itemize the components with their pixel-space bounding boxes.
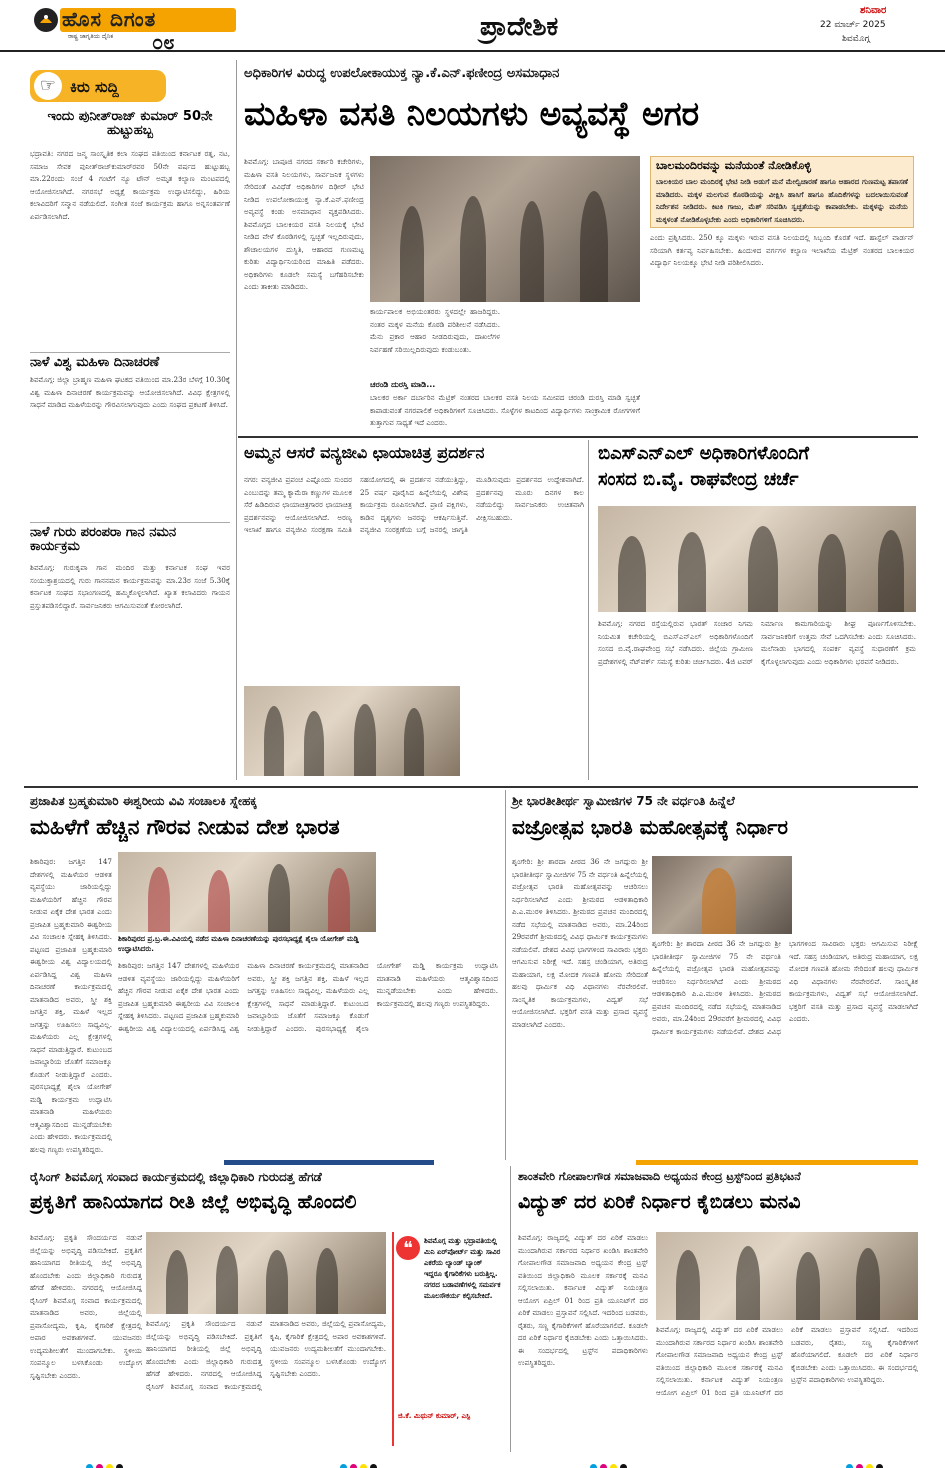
page-number: ೦೮ — [152, 30, 175, 54]
col-divider — [588, 440, 589, 780]
bsnl-headline-1: ಬಿಎಸ್‌ಎನ್‌ಎಲ್ ಅಧಿಕಾರಿಗಳೊಂದಿಗೆ — [598, 443, 809, 464]
bharathi-photo — [652, 856, 792, 934]
box-body-2: ಎಂದು ಪ್ರಶ್ನಿಸಿದರು. 250 ಕ್ಕೂ ಮಕ್ಕಳು ಇರುವ ವಸತಿ ನಿಲಯದಲ್ಲಿ ಸಿಬ್ಬಂದಿ ಕೊರತೆ ಇದೆ. ಹಾಸ್ಟೆಲ್ ವಾರ್ಡನ್ ಸರಿಯಾಗಿ ಕರ್ತವ್ಯ ನಿರ್ವಹಿಸಬೇಕು. ಹಿಂದುಳಿದ ವರ್ಗಗಳ ಕಲ್ಯಾಣ ಇಲಾಖೆಯ ಮೆಟ್ರಿಕ್ ನಂತರದ ಬಾಲಕಿಯರ ವಿದ್ಯಾರ್ಥಿ ನಿಲಯಕ್ಕೂ ಭೇಟಿ ನೀಡಿ ಪರಿಶೀಲಿಸಿದರು. — [650, 233, 914, 267]
sidebar-headline-1: ಇಂದು ಪುನೀತ್‌ರಾಜ್ ಕುಮಾರ್ 50ನೇ ಹುಟ್ಟುಹಬ್ಬ — [47, 109, 213, 139]
raising-body-cont: ಶಿವಮೊಗ್ಗ: ಪ್ರಕೃತಿ ಸೌಂದರ್ಯದ ನಡುವೆ ಜಿಲ್ಲೆಯನ್ನು ಅಭಿವೃದ್ಧಿ ಪಡಿಸಬೇಕಿದೆ. ಪ್ರಕೃತಿಗೆ ಹಾನಿಯಾಗದ ರೀತಿಯಲ್ಲಿ ಜಿಲ್ಲೆ ಅಭಿವೃದ್ಧಿ ಹೊಂದಬೇಕು ಎಂದು ಜಿಲ್ಲಾಧಿಕಾರಿ ಗುರುದತ್ತ ಹೆಗಡೆ ಹೇಳಿದರು. ನಗರದಲ್ಲಿ ಆಯೋಜಿಸಿದ್ದ ರೈಸಿಂಗ್ ಶಿವಮೊಗ್ಗ ಸಂವಾದ ಕಾರ್ಯಕ್ರಮದಲ್ಲಿ ಮಾತನಾಡಿದ ಅವರು, ಜಿಲ್ಲೆಯಲ್ಲಿ ಪ್ರವಾಸೋದ್ಯಮ, ಕೃಷಿ, ಕೈಗಾರಿಕೆ ಕ್ಷೇತ್ರದಲ್ಲಿ ಅಪಾರ ಅವಕಾಶಗಳಿವೆ. ಯುವಜನರು ಉದ್ಯಮಶೀಲತೆಗೆ ಮುಂದಾಗಬೇಕು. ಸ್ಥಳೀಯ ಸಂಪನ್ಮೂಲ ಬಳಸಿಕೊಂಡು ಉದ್ಯೋಗ ಸೃಷ್ಟಿಸಬೇಕು ಎಂದರು. — [146, 1319, 386, 1391]
sidebar-rule-1 — [30, 352, 230, 353]
bk-headline: ಮಹಿಳೆಗೆ ಹೆಚ್ಚಿನ ಗೌರವ ನೀಡುವ ದೇಶ ಭಾರತ — [30, 815, 340, 839]
sidebar-divider — [236, 60, 237, 780]
wildlife-headline: ಅಮ್ಮನ ಆಸರೆ ವನ್ಯಜೀವಿ ಛಾಯಾಚಿತ್ರ ಪ್ರದರ್ಶನ — [244, 443, 485, 462]
registration-marks-2 — [340, 1456, 380, 1468]
raising-kicker: ರೈಸಿಂಗ್ ಶಿವಮೊಗ್ಗ ಸಂವಾದ ಕಾರ್ಯಕ್ರಮದಲ್ಲಿ ಜಿಲ್ಲಾಧಿಕಾರಿ ಗುರುದತ್ತ ಹೆಗಡೆ — [30, 1170, 322, 1184]
col-divider-2 — [505, 790, 506, 1160]
raising-headline: ಪ್ರಕೃತಿಗೆ ಹಾನಿಯಾಗದ ರೀತಿ ಜಿಲ್ಲೆ ಅಭಿವೃದ್ಧಿ ಹೊಂದಲಿ — [30, 1191, 357, 1213]
sidebar-rule-2 — [30, 522, 230, 523]
bharathi-body: ಶೃಂಗೇರಿ: ಶ್ರೀ ಶಾರದಾ ಪೀಠದ 36 ನೇ ಜಗದ್ಗುರು ಶ್ರೀ ಭಾರತೀತೀರ್ಥ ಸ್ವಾಮೀಜಿಗಳ 75 ನೇ ವರ್ಧಂತಿ ಹಿನ್ನೆಲೆಯಲ್ಲಿ ವಜ್ರೋತ್ಸವ ಭಾರತಿ ಮಹೋತ್ಸವವನ್ನು ಆಚರಿಸಲು ನಿರ್ಧರಿಸಲಾಗಿದೆ ಎಂದು ಶ್ರೀಮಠದ ಆಡಳಿತಾಧಿಕಾರಿ ಪಿ.ಎ.ಮುರಳಿ ತಿಳಿಸಿದರು. ಶ್ರೀಮಠದ ಪ್ರವಚನ ಮಂದಿರದಲ್ಲಿ ನಡೆದ ಸಭೆಯಲ್ಲಿ ಮಾತನಾಡಿದ ಅವರು, ಮಾ.24ರಿಂದ 29ರವರೆಗೆ ಶ್ರೀಮಠದಲ್ಲಿ ವಿವಿಧ ಧಾರ್ಮಿಕ ಕಾರ್ಯಕ್ರಮಗಳು ನಡೆಯಲಿವೆ. ದೇಶದ ವಿವಿಧ ಭಾಗಗಳಿಂದ ಸಾವಿರಾರು ಭಕ್ತರು ಆಗಮಿಸುವ ನಿರೀಕ್ಷೆ ಇದೆ. ಸಹಸ್ರ ಚಂಡಿಯಾಗ, ಅತಿರುದ್ರ ಮಹಾಯಾಗ, ಲಕ್ಷ ಮೋದಕ ಗಣಪತಿ ಹೋಮ ಸೇರಿದಂತೆ ಹಲವು ಧಾರ್ಮಿಕ ವಿಧಿ ವಿಧಾನಗಳು ನೆರವೇರಲಿವೆ. ಸಾಂಸ್ಕೃತಿಕ ಕಾರ್ಯಕ್ರಮಗಳು, ವಿದ್ವತ್ ಸಭೆ ಆಯೋಜಿಸಲಾಗಿದೆ. ಭಕ್ತರಿಗೆ ವಸತಿ ಮತ್ತು ಪ್ರಸಾದ ವ್ಯವಸ್ಥೆ ಮಾಡಲಾಗಿದೆ ಎಂದರು. — [512, 857, 648, 1029]
registration-marks-3 — [590, 1456, 630, 1468]
lead-photo — [370, 156, 640, 302]
sidebar-headline-2: ನಾಳೆ ವಿಶ್ವ ಮಹಿಳಾ ದಿನಾಚರಣೆ — [30, 355, 160, 370]
bk-body: ಶಿಕಾರಿಪುರ: ಜಗತ್ತಿನ 147 ದೇಶಗಳಲ್ಲಿ ಮಹಿಳೆಯರ ಆಡಳಿತ ವ್ಯವಸ್ಥೆಯು ಜಾರಿಯಲ್ಲಿದ್ದು ಮಹಿಳೆಯರಿಗೆ ಹೆಚ್ಚಿನ ಗೌರವ ನೀಡುವ ಏಕೈಕ ದೇಶ ಭಾರತ ಎಂದು ಪ್ರಜಾಪಿತ ಬ್ರಹ್ಮಕುಮಾರಿ ಈಶ್ವರೀಯ ವಿವಿ ಸಂಚಾಲಕಿ ಸ್ನೇಹಕ್ಕ ತಿಳಿಸಿದರು. ಪಟ್ಟಣದ ಪ್ರಜಾಪಿತ ಬ್ರಹ್ಮಕುಮಾರಿ ಈಶ್ವರೀಯ ವಿಶ್ವ ವಿದ್ಯಾಲಯದಲ್ಲಿ ಏರ್ಪಡಿಸಿದ್ದ ವಿಶ್ವ ಮಹಿಳಾ ದಿನಾಚರಣೆ ಕಾರ್ಯಕ್ರಮದಲ್ಲಿ ಮಾತನಾಡಿದ ಅವರು, ಸ್ತ್ರೀ ಶಕ್ತಿ ಜಗತ್ತಿನ ಶಕ್ತಿ, ಮಹಿಳೆ ಇಲ್ಲದ ಜಗತ್ತನ್ನು ಊಹಿಸಲು ಸಾಧ್ಯವಿಲ್ಲ. ಮಹಿಳೆಯರು ಎಲ್ಲ ಕ್ಷೇತ್ರಗಳಲ್ಲಿ ಸಾಧನೆ ಮಾಡುತ್ತಿದ್ದಾರೆ. ಕುಟುಂಬದ ಜವಾಬ್ದಾರಿಯ ಜೊತೆಗೆ ಸಮಾಜಕ್ಕೂ ಕೊಡುಗೆ ನೀಡುತ್ತಿದ್ದಾರೆ ಎಂದರು. ಪುರಸಭಾಧ್ಯಕ್ಷೆ ಶೈಲಾ ಯೋಗೇಶ್ ಮಡ್ಡಿ ಕಾರ್ಯಕ್ರಮ ಉದ್ಘಾಟಿಸಿ ಮಾತನಾಡಿ ಮಹಿಳೆಯರು ಆತ್ಮವಿಶ್ವಾಸದಿಂದ ಮುನ್ನಡೆಯಬೇಕು ಎಂದು ಹೇಳಿದರು. ಕಾರ್ಯಕ್ರಮದಲ್ಲಿ ಹಲವು ಗಣ್ಯರು ಉಪಸ್ಥಿತರಿದ್ದರು. — [30, 857, 112, 1154]
bk-caption: ಶಿಕಾರಿಪುರದ ಪ್ರ.ಬ್ರ.ಈ.ವಿವಿಯಲ್ಲಿ ನಡೆದ ಮಹಿಳಾ ದಿನಾಚರಣೆಯನ್ನು ಪುರಸಭಾಧ್ಯಕ್ಷೆ ಶೈಲಾ ಯೋಗೇಶ್ ಮಡ್ಡಿ ಉದ್ಘಾಟಿಸಿದರು. — [118, 935, 359, 953]
raising-photo — [146, 1232, 386, 1314]
section-color-rule — [224, 1160, 434, 1165]
wildlife-body: ನಗರ: ವನ್ಯಜೀವಿ ಪ್ರಪಂಚ ಎಷ್ಟೊಂದು ಸುಂದರ ಎಂಬುದನ್ನು ತಮ್ಮ ಕ್ಯಾಮೆರಾ ಕಣ್ಣುಗಳ ಮೂಲಕ ಸೆರೆ ಹಿಡಿದಿರುವ ಛಾಯಾಚಿತ್ರಗಾರರ ಛಾಯಾಚಿತ್ರ ಪ್ರದರ್ಶನವನ್ನು ಆಯೋಜಿಸಲಾಗಿದೆ. ಅರಣ್ಯ ಇಲಾಖೆ ಹಾಗೂ ವನ್ಯಜೀವಿ ಸಂರಕ್ಷಣಾ ಸಮಿತಿ ಸಹಯೋಗದಲ್ಲಿ ಈ ಪ್ರದರ್ಶನ ನಡೆಯುತ್ತಿದ್ದು, 25 ವರ್ಷ ಪೂರೈಸಿದ ಹಿನ್ನೆಲೆಯಲ್ಲಿ ವಿಶೇಷ ಕಾರ್ಯಕ್ರಮ ರೂಪಿಸಲಾಗಿದೆ. ಪ್ರಾಣಿ ಪಕ್ಷಿಗಳು, ಕಾಡಿನ ದೃಶ್ಯಗಳು ಜನರನ್ನು ಆಕರ್ಷಿಸುತ್ತಿವೆ. ವನ್ಯಜೀವಿ ಸಂರಕ್ಷಣೆಯ ಬಗ್ಗೆ ಜನರಲ್ಲಿ ಜಾಗೃತಿ ಮೂಡಿಸುವುದು ಪ್ರದರ್ಶನದ ಉದ್ದೇಶವಾಗಿದೆ. ಪ್ರದರ್ಶನವು ಮೂರು ದಿನಗಳ ಕಾಲ ನಡೆಯಲಿದ್ದು ಸಾರ್ವಜನಿಕರು ಉಚಿತವಾಗಿ ವೀಕ್ಷಿಸಬಹುದು. — [244, 475, 584, 534]
box-body: ಬಾಲಕಿಯರ ಬಾಲ ಮಂದಿರಕ್ಕೆ ಭೇಟಿ ನೀಡಿ ಅಡುಗೆ ಮನೆ ಮೇಲ್ವಿಚಾರಣೆ ಹಾಗೂ ಆಹಾರದ ಗುಣಮಟ್ಟ ತಪಾಸಣೆ ಮಾಡಿದರು. ಮಕ್ಕಳ ಮಲಗುವ ಕೊಠಡಿಯನ್ನು ವೀಕ್ಷಿಸಿ ಹಾಸಿಗೆ ಹಾಗೂ ಹೊದಿಕೆಗಳನ್ನು ಬದಲಾಯಿಸುವಂತೆ ನಿರ್ದೇಶನ ನೀಡಿದರು. ಕಿಟಕಿ ಗಾಜು, ಮೆಶ್ ಸರಿಪಡಿಸಿ ಸ್ವಚ್ಛತೆಯನ್ನು ಕಾಪಾಡಬೇಕು. ಮಕ್ಕಳನ್ನು ಮನೆಯ ಮಕ್ಕಳಂತೆ ನೋಡಿಕೊಳ್ಳಬೇಕು ಎಂದು ಅಧಿಕಾರಿಗಳಿಗೆ ಸೂಚಿಸಿದರು. — [656, 177, 908, 224]
elec-photo — [656, 1232, 918, 1320]
logo-tagline: ರಾಷ್ಟ್ರ ಜಾಗೃತಿಯ ದೈನಿಕ — [68, 33, 114, 40]
lead-body-3: ಬಾಲಕರ ಅರ್ಕಾ ದರ್ಬಾರಿನ ಮೆಟ್ರಿಕ್ ನಂತರದ ಬಾಲಕರ ವಸತಿ ನಿಲಯ ಸಮೀಪದ ಚರಂಡಿ ದುರಸ್ತಿ ಮಾಡಿ ಸ್ವಚ್ಛತೆ ಕಾಪಾಡುವಂತೆ ನಗರಪಾಲಿಕೆ ಅಧಿಕಾರಿಗಳಿಗೆ ಸೂಚಿಸಿದರು. ಸೊಳ್ಳೆಗಳ ಕಾಟದಿಂದ ವಿದ್ಯಾರ್ಥಿಗಳು ಸಾಂಕ್ರಾಮಿಕ ರೋಗಗಳಿಗೆ ತುತ್ತಾಗುವ ಸಾಧ್ಯತೆ ಇದೆ ಎಂದರು. — [370, 393, 640, 427]
elec-body-cont: ಶಿವಮೊಗ್ಗ: ರಾಜ್ಯದಲ್ಲಿ ವಿದ್ಯುತ್ ದರ ಏರಿಕೆ ಮಾಡಲು ಮುಂದಾಗಿರುವ ಸರ್ಕಾರದ ನಿರ್ಧಾರ ಖಂಡಿಸಿ ಶಾಂತವೇರಿ ಗೋಪಾಲಗೌಡ ಸಮಾಜವಾದಿ ಅಧ್ಯಯನ ಕೇಂದ್ರ ಟ್ರಸ್ಟ್ ವತಿಯಿಂದ ಜಿಲ್ಲಾಧಿಕಾರಿ ಮೂಲಕ ಸರ್ಕಾರಕ್ಕೆ ಮನವಿ ಸಲ್ಲಿಸಲಾಯಿತು. ಕರ್ನಾಟಕ ವಿದ್ಯುತ್ ನಿಯಂತ್ರಣ ಆಯೋಗ ಏಪ್ರಿಲ್ 01 ರಿಂದ ಪ್ರತಿ ಯೂನಿಟ್‌ಗೆ ದರ ಏರಿಕೆ ಮಾಡಲು ಪ್ರಸ್ತಾವನೆ ಸಲ್ಲಿಸಿದೆ. ಇದರಿಂದ ಬಡವರು, ರೈತರು, ಸಣ್ಣ ಕೈಗಾರಿಕೆಗಳಿಗೆ ಹೊರೆಯಾಗಲಿದೆ. ಕೂಡಲೇ ದರ ಏರಿಕೆ ನಿರ್ಧಾರ ಕೈಬಿಡಬೇಕು ಎಂದು ಒತ್ತಾಯಿಸಿದರು. ಈ ಸಂದರ್ಭದಲ್ಲಿ ಟ್ರಸ್ಟ್‌ನ ಪದಾಧಿಕಾರಿಗಳು ಉಪಸ್ಥಿತರಿದ್ದರು. — [656, 1325, 918, 1397]
logo: ಹೊಸ ದಿಗಂತ — [62, 7, 157, 31]
lead-subhead: ಚರಂಡಿ ದುರಸ್ತಿ ಮಾಡಿ... — [370, 380, 436, 389]
lead-body-2: ಕಾರ್ಯಪಾಲಕ ಅಭಿಯಂತರರು ಸ್ಥಳದಲ್ಲೇ ಹಾಜರಿದ್ದರು. ನಂತರ ಮಕ್ಕಳ ಮನೆಯ ಕೊಠಡಿ ಪರಿಶೀಲನೆ ನಡೆಸಿದರು. ಮೆನು ಪ್ರಕಾರ ಆಹಾರ ನೀಡದಿರುವುದು, ದಾಖಲೆಗಳ ನಿರ್ವಹಣೆ ಸರಿಯಿಲ್ಲದಿರುವುದು ಕಂಡುಬಂತು. — [370, 307, 500, 354]
quote-text: ಶಿವಮೊಗ್ಗ ಮತ್ತು ಭದ್ರಾವತಿಯಲ್ಲಿ ಮಿನಿ ಏರ್‌ಪೋರ್ಟ್ ಮತ್ತು ಸಾವಿರ ಎಕರೆಯ ಲ್ಯಾಂಡ್ ಬ್ಯಾಂಕ್ ಇದ್ದರೂ ಕೈಗಾರಿಕೆಗಳು ಬರುತ್ತಿಲ್ಲ. ನಗರದ ಬಡಾವಣೆಗಳಲ್ಲಿ ಸಮರ್ಪಕ ಮೂಲಸೌಕರ್ಯ ಕಲ್ಪಿಸಬೇಕಿದೆ. — [424, 1237, 501, 1300]
lead-kicker: ಅಧಿಕಾರಿಗಳ ವಿರುದ್ಧ ಉಪಲೋಕಾಯುಕ್ತ ನ್ಯಾ.ಕೆ.ಎನ್.ಫಣೀಂದ್ರ ಅಸಮಾಧಾನ — [244, 66, 560, 81]
section-title: ಪ್ರಾದೇಶಿಕ — [480, 12, 559, 42]
hand-point-icon: ☞ — [34, 72, 62, 100]
box-headline: ಬಾಲಮಂದಿರವನ್ನು ಮನೆಯಂತೆ ನೋಡಿಕೊಳ್ಳಿ — [656, 159, 811, 172]
elec-body: ಶಿವಮೊಗ್ಗ: ರಾಜ್ಯದಲ್ಲಿ ವಿದ್ಯುತ್ ದರ ಏರಿಕೆ ಮಾಡಲು ಮುಂದಾಗಿರುವ ಸರ್ಕಾರದ ನಿರ್ಧಾರ ಖಂಡಿಸಿ ಶಾಂತವೇರಿ ಗೋಪಾಲಗೌಡ ಸಮಾಜವಾದಿ ಅಧ್ಯಯನ ಕೇಂದ್ರ ಟ್ರಸ್ಟ್ ವತಿಯಿಂದ ಜಿಲ್ಲಾಧಿಕಾರಿ ಮೂಲಕ ಸರ್ಕಾರಕ್ಕೆ ಮನವಿ ಸಲ್ಲಿಸಲಾಯಿತು. ಕರ್ನಾಟಕ ವಿದ್ಯುತ್ ನಿಯಂತ್ರಣ ಆಯೋಗ ಏಪ್ರಿಲ್ 01 ರಿಂದ ಪ್ರತಿ ಯೂನಿಟ್‌ಗೆ ದರ ಏರಿಕೆ ಮಾಡಲು ಪ್ರಸ್ತಾವನೆ ಸಲ್ಲಿಸಿದೆ. ಇದರಿಂದ ಬಡವರು, ರೈತರು, ಸಣ್ಣ ಕೈಗಾರಿಕೆಗಳಿಗೆ ಹೊರೆಯಾಗಲಿದೆ. ಕೂಡಲೇ ದರ ಏರಿಕೆ ನಿರ್ಧಾರ ಕೈಬಿಡಬೇಕು ಎಂದು ಒತ್ತಾಯಿಸಿದರು. ಈ ಸಂದರ್ಭದಲ್ಲಿ ಟ್ರಸ್ಟ್‌ನ ಪದಾಧಿಕಾರಿಗಳು ಉಪಸ್ಥಿತರಿದ್ದರು. — [518, 1233, 648, 1367]
bsnl-photo — [598, 506, 916, 612]
bk-kicker: ಪ್ರಜಾಪಿತ ಬ್ರಹ್ಮಕುಮಾರಿ ಈಶ್ವರೀಯ ವಿವಿ ಸಂಚಾಲಕಿ ಸ್ನೇಹಕ್ಕ — [30, 794, 257, 808]
bk-photo — [118, 852, 376, 932]
elec-kicker: ಶಾಂತವೇರಿ ಗೋಪಾಲಗೌಡ ಸಮಾಜವಾದಿ ಅಧ್ಯಯನ ಕೇಂದ್ರ ಟ್ರಸ್ಟ್‌ನಿಂದ ಪ್ರತಿಭಟನೆ — [518, 1170, 801, 1183]
date: 22 ಮಾರ್ಚ್ 2025 — [820, 20, 886, 30]
bk-body-cont: ಶಿಕಾರಿಪುರ: ಜಗತ್ತಿನ 147 ದೇಶಗಳಲ್ಲಿ ಮಹಿಳೆಯರ ಆಡಳಿತ ವ್ಯವಸ್ಥೆಯು ಜಾರಿಯಲ್ಲಿದ್ದು ಮಹಿಳೆಯರಿಗೆ ಹೆಚ್ಚಿನ ಗೌರವ ನೀಡುವ ಏಕೈಕ ದೇಶ ಭಾರತ ಎಂದು ಪ್ರಜಾಪಿತ ಬ್ರಹ್ಮಕುಮಾರಿ ಈಶ್ವರೀಯ ವಿವಿ ಸಂಚಾಲಕಿ ಸ್ನೇಹಕ್ಕ ತಿಳಿಸಿದರು. ಪಟ್ಟಣದ ಪ್ರಜಾಪಿತ ಬ್ರಹ್ಮಕುಮಾರಿ ಈಶ್ವರೀಯ ವಿಶ್ವ ವಿದ್ಯಾಲಯದಲ್ಲಿ ಏರ್ಪಡಿಸಿದ್ದ ವಿಶ್ವ ಮಹಿಳಾ ದಿನಾಚರಣೆ ಕಾರ್ಯಕ್ರಮದಲ್ಲಿ ಮಾತನಾಡಿದ ಅವರು, ಸ್ತ್ರೀ ಶಕ್ತಿ ಜಗತ್ತಿನ ಶಕ್ತಿ, ಮಹಿಳೆ ಇಲ್ಲದ ಜಗತ್ತನ್ನು ಊಹಿಸಲು ಸಾಧ್ಯವಿಲ್ಲ. ಮಹಿಳೆಯರು ಎಲ್ಲ ಕ್ಷೇತ್ರಗಳಲ್ಲಿ ಸಾಧನೆ ಮಾಡುತ್ತಿದ್ದಾರೆ. ಕುಟುಂಬದ ಜವಾಬ್ದಾರಿಯ ಜೊತೆಗೆ ಸಮಾಜಕ್ಕೂ ಕೊಡುಗೆ ನೀಡುತ್ತಿದ್ದಾರೆ ಎಂದರು. ಪುರಸಭಾಧ್ಯಕ್ಷೆ ಶೈಲಾ ಯೋಗೇಶ್ ಮಡ್ಡಿ ಕಾರ್ಯಕ್ರಮ ಉದ್ಘಾಟಿಸಿ ಮಾತನಾಡಿ ಮಹಿಳೆಯರು ಆತ್ಮವಿಶ್ವಾಸದಿಂದ ಮುನ್ನಡೆಯಬೇಕು ಎಂದು ಹೇಳಿದರು. ಕಾರ್ಯಕ್ರಮದಲ್ಲಿ ಹಲವು ಗಣ್ಯರು ಉಪಸ್ಥಿತರಿದ್ದರು. — [118, 961, 498, 1033]
quote-icon: ❝ — [396, 1236, 420, 1260]
bharathi-kicker: ಶ್ರೀ ಭಾರತೀತೀರ್ಥ ಸ್ವಾಮೀಜಿಗಳ 75 ನೇ ವರ್ಧಂತಿ ಹಿನ್ನೆಲೆ — [512, 794, 735, 808]
col-divider-3 — [510, 1166, 511, 1452]
kiru-suddi-label: ಕಿರು ಸುದ್ದಿ — [70, 78, 119, 96]
bsnl-body: ಶಿವಮೊಗ್ಗ: ನಗರದ ರಸ್ತೆಯಲ್ಲಿರುವ ಭಾರತ್ ಸಂಚಾರ ನಿಗಮ ನಿಯಮಿತ ಕಚೇರಿಯಲ್ಲಿ ಬಿಎಸ್‌ಎನ್‌ಎಲ್ ಅಧಿಕಾರಿಗಳೊಂದಿಗೆ ಸಂಸದ ಬಿ.ವೈ.ರಾಘವೇಂದ್ರ ಸಭೆ ನಡೆಸಿದರು. ಜಿಲ್ಲೆಯ ಗ್ರಾಮೀಣ ಪ್ರದೇಶಗಳಲ್ಲಿ ನೆಟ್‌ವರ್ಕ್ ಸಮಸ್ಯೆ ಕುರಿತು ಚರ್ಚಿಸಿದರು. 4ಜಿ ಟವರ್ ನಿರ್ಮಾಣ ಕಾಮಗಾರಿಯನ್ನು ಶೀಘ್ರ ಪೂರ್ಣಗೊಳಿಸಬೇಕು. ಸಾರ್ವಜನಿಕರಿಗೆ ಉತ್ತಮ ಸೇವೆ ಒದಗಿಸಬೇಕು ಎಂದು ಸೂಚಿಸಿದರು. ಮಲೆನಾಡು ಭಾಗದಲ್ಲಿ ಸಂಪರ್ಕ ವ್ಯವಸ್ಥೆ ಸುಧಾರಣೆಗೆ ಕ್ರಮ ಕೈಗೊಳ್ಳಲಾಗುವುದು ಎಂದು ಅಧಿಕಾರಿಗಳು ಭರವಸೆ ನೀಡಿದರು. — [598, 619, 916, 666]
registration-marks — [86, 1456, 126, 1468]
lead-headline: ಮಹಿಳಾ ವಸತಿ ನಿಲಯಗಳು ಅವ್ಯವಸ್ಥೆ ಅಗರ — [244, 94, 700, 133]
sidebar-body-1: ಭದ್ರಾವತಿ: ನಗರದ ಜನ್ಮ ಸಾಂಸ್ಕೃತಿಕ ಕಲಾ ಸಂಘದ ವತಿಯಿಂದ ಕರ್ನಾಟಕ ರತ್ನ, ನಟ, ಸಮಾಜ ಸೇವಕ ಪುನೀತ್‌ರಾಜ್‌ಕುಮಾರ್‌ರವರ 50ನೇ ವರ್ಷದ ಹುಟ್ಟುಹಬ್ಬ ಮಾ.22ರಂದು ಸಂಜೆ 4 ಗಂಟೆಗೆ ನ್ಯೂ ಟೌನ್ ಅಮೃತ ಕಲ್ಯಾಣ ಮಂಟಪದಲ್ಲಿ ಆಯೋಜಿಸಲಾಗಿದೆ. ನಗರಸಭೆ ಅಧ್ಯಕ್ಷೆ ಕಾರ್ಯಕ್ರಮ ಉದ್ಘಾಟಿಸಲಿದ್ದು, ಹಿರಿಯ ಕಲಾವಿದರಿಗೆ ಸನ್ಮಾನ ನಡೆಯಲಿದೆ. ಸಂಗೀತ ಸಂಜೆ ಕಾರ್ಯಕ್ರಮ ಹಾಗೂ ಅನ್ನಸಂತರ್ಪಣೆ ಏರ್ಪಡಿಸಲಾಗಿದೆ. — [30, 149, 230, 221]
registration-marks-4 — [846, 1456, 886, 1468]
date-day: ಶನಿವಾರ — [860, 5, 887, 16]
lead-body: ಶಿವಮೊಗ್ಗ: ಬಾಪೂಜಿ ನಗರದ ಸರ್ಕಾರಿ ಕಚೇರಿಗಳು, ಮಹಿಳಾ ವಸತಿ ನಿಲಯಗಳು, ಸಾರ್ವಜನಿಕ ಸ್ಥಳಗಳು ಸೇರಿದಂತೆ ವಿವಿಧೆಡೆ ಅಧಿಕಾರಿಗಳ ದಿಢೀರ್ ಭೇಟಿ ನೀಡಿದ ಉಪಲೋಕಾಯುಕ್ತ ನ್ಯಾ.ಕೆ.ಎನ್.ಫಣೀಂದ್ರ ಅವ್ಯವಸ್ಥೆ ಕಂಡು ಅಸಮಾಧಾನ ವ್ಯಕ್ತಪಡಿಸಿದರು. ಶಿವಮೊಗ್ಗದ ಬಾಲಕಿಯರ ವಸತಿ ನಿಲಯಕ್ಕೆ ಭೇಟಿ ನೀಡಿದ ವೇಳೆ ಕೊಠಡಿಗಳಲ್ಲಿ ಸ್ವಚ್ಛತೆ ಇಲ್ಲದಿರುವುದು, ಶೌಚಾಲಯಗಳ ದುಸ್ಥಿತಿ, ಆಹಾರದ ಗುಣಮಟ್ಟ ಕುರಿತು ವಿದ್ಯಾರ್ಥಿನಿಯರಿಂದ ಮಾಹಿತಿ ಪಡೆದರು. ಅಧಿಕಾರಿಗಳು ಕೂಡಲೇ ಸಮಸ್ಯೆ ಬಗೆಹರಿಸಬೇಕು ಎಂದು ತಾಕೀತು ಮಾಡಿದರು. — [244, 157, 364, 291]
sidebar-headline-3: ನಾಳೆ ಗುರು ಪರಂಪರಾ ಗಾನ ನಮನ ಕಾರ್ಯಕ್ರಮ — [30, 525, 177, 555]
row-rule-2 — [24, 786, 918, 788]
bharathi-body-cont: ಶೃಂಗೇರಿ: ಶ್ರೀ ಶಾರದಾ ಪೀಠದ 36 ನೇ ಜಗದ್ಗುರು ಶ್ರೀ ಭಾರತೀತೀರ್ಥ ಸ್ವಾಮೀಜಿಗಳ 75 ನೇ ವರ್ಧಂತಿ ಹಿನ್ನೆಲೆಯಲ್ಲಿ ವಜ್ರೋತ್ಸವ ಭಾರತಿ ಮಹೋತ್ಸವವನ್ನು ಆಚರಿಸಲು ನಿರ್ಧರಿಸಲಾಗಿದೆ ಎಂದು ಶ್ರೀಮಠದ ಆಡಳಿತಾಧಿಕಾರಿ ಪಿ.ಎ.ಮುರಳಿ ತಿಳಿಸಿದರು. ಶ್ರೀಮಠದ ಪ್ರವಚನ ಮಂದಿರದಲ್ಲಿ ನಡೆದ ಸಭೆಯಲ್ಲಿ ಮಾತನಾಡಿದ ಅವರು, ಮಾ.24ರಿಂದ 29ರವರೆಗೆ ಶ್ರೀಮಠದಲ್ಲಿ ವಿವಿಧ ಧಾರ್ಮಿಕ ಕಾರ್ಯಕ್ರಮಗಳು ನಡೆಯಲಿವೆ. ದೇಶದ ವಿವಿಧ ಭಾಗಗಳಿಂದ ಸಾವಿರಾರು ಭಕ್ತರು ಆಗಮಿಸುವ ನಿರೀಕ್ಷೆ ಇದೆ. ಸಹಸ್ರ ಚಂಡಿಯಾಗ, ಅತಿರುದ್ರ ಮಹಾಯಾಗ, ಲಕ್ಷ ಮೋದಕ ಗಣಪತಿ ಹೋಮ ಸೇರಿದಂತೆ ಹಲವು ಧಾರ್ಮಿಕ ವಿಧಿ ವಿಧಾನಗಳು ನೆರವೇರಲಿವೆ. ಸಾಂಸ್ಕೃತಿಕ ಕಾರ್ಯಕ್ರಮಗಳು, ವಿದ್ವತ್ ಸಭೆ ಆಯೋಜಿಸಲಾಗಿದೆ. ಭಕ್ತರಿಗೆ ವಸತಿ ಮತ್ತು ಪ್ರಸಾದ ವ್ಯವಸ್ಥೆ ಮಾಡಲಾಗಿದೆ ಎಂದರು. — [652, 939, 918, 1036]
sidebar-body-2: ಶಿವಮೊಗ್ಗ: ಜಿಲ್ಲಾ ಬ್ರಾಹ್ಮಣ ಮಹಿಳಾ ಘಟಕದ ವತಿಯಿಂದ ಮಾ.23ರ ಬೆಳಗ್ಗೆ 10.30ಕ್ಕೆ ವಿಶ್ವ ಮಹಿಳಾ ದಿನಾಚರಣೆ ಕಾರ್ಯಕ್ರಮವನ್ನು ಆಯೋಜಿಸಲಾಗಿದೆ. ವಿವಿಧ ಕ್ಷೇತ್ರಗಳಲ್ಲಿ ಸಾಧನೆ ಮಾಡಿದ ಮಹಿಳೆಯರನ್ನು ಗೌರವಿಸಲಾಗುವುದು ಎಂದು ಸಂಘದ ಪ್ರಕಟಣೆ ತಿಳಿಸಿದೆ. — [30, 375, 230, 409]
bharathi-headline: ವಜ್ರೋತ್ಸವ ಭಾರತಿ ಮಹೋತ್ಸವಕ್ಕೆ ನಿರ್ಧಾರ — [512, 815, 788, 839]
sidebar-body-3: ಶಿವಮೊಗ್ಗ: ಗುರುಕೃಪಾ ಗಾನ ಮಂದಿರ ಮತ್ತು ಕರ್ನಾಟಕ ಸಂಘ ಇವರ ಸಂಯುಕ್ತಾಶ್ರಯದಲ್ಲಿ ಗುರು ಗಾನನಮನ ಕಾರ್ಯಕ್ರಮವನ್ನು ಮಾ.23ರ ಸಂಜೆ 5.30ಕ್ಕೆ ಕರ್ನಾಟಕ ಸಂಘದ ಸಭಾಂಗಣದಲ್ಲಿ ಹಮ್ಮಿಕೊಳ್ಳಲಾಗಿದೆ. ಖ್ಯಾತ ಕಲಾವಿದರು ಗಾಯನ ಪ್ರಸ್ತುತಪಡಿಸಲಿದ್ದಾರೆ. ಸಾರ್ವಜನಿಕರು ಆಗಮಿಸುವಂತೆ ಕೋರಲಾಗಿದೆ. — [30, 563, 230, 610]
row-rule-1 — [238, 436, 918, 438]
edition-place: ಶಿವಮೊಗ್ಗ — [842, 34, 870, 44]
raising-body: ಶಿವಮೊಗ್ಗ: ಪ್ರಕೃತಿ ಸೌಂದರ್ಯದ ನಡುವೆ ಜಿಲ್ಲೆಯನ್ನು ಅಭಿವೃದ್ಧಿ ಪಡಿಸಬೇಕಿದೆ. ಪ್ರಕೃತಿಗೆ ಹಾನಿಯಾಗದ ರೀತಿಯಲ್ಲಿ ಜಿಲ್ಲೆ ಅಭಿವೃದ್ಧಿ ಹೊಂದಬೇಕು ಎಂದು ಜಿಲ್ಲಾಧಿಕಾರಿ ಗುರುದತ್ತ ಹೆಗಡೆ ಹೇಳಿದರು. ನಗರದಲ್ಲಿ ಆಯೋಜಿಸಿದ್ದ ರೈಸಿಂಗ್ ಶಿವಮೊಗ್ಗ ಸಂವಾದ ಕಾರ್ಯಕ್ರಮದಲ್ಲಿ ಮಾತನಾಡಿದ ಅವರು, ಜಿಲ್ಲೆಯಲ್ಲಿ ಪ್ರವಾಸೋದ್ಯಮ, ಕೃಷಿ, ಕೈಗಾರಿಕೆ ಕ್ಷೇತ್ರದಲ್ಲಿ ಅಪಾರ ಅವಕಾಶಗಳಿವೆ. ಯುವಜನರು ಉದ್ಯಮಶೀಲತೆಗೆ ಮುಂದಾಗಬೇಕು. ಸ್ಥಳೀಯ ಸಂಪನ್ಮೂಲ ಬಳಸಿಕೊಂಡು ಉದ್ಯೋಗ ಸೃಷ್ಟಿಸಬೇಕು ಎಂದರು. — [30, 1233, 142, 1380]
quote-author: ಜಿ.ಕೆ. ಮಿಥುನ್ ಕುಮಾರ್, ಎಸ್ಪಿ — [398, 1412, 471, 1420]
elec-headline: ವಿದ್ಯುತ್ ದರ ಏರಿಕೆ ನಿರ್ಧಾರ ಕೈಬಿಡಲು ಮನವಿ — [518, 1191, 801, 1213]
lamp-icon — [34, 8, 58, 32]
bsnl-headline-2: ಸಂಸದ ಬಿ.ವೈ. ರಾಘವೇಂದ್ರ ಚರ್ಚೆ — [598, 469, 799, 490]
section-color-rule-2 — [636, 1160, 918, 1165]
wildlife-photo — [244, 686, 460, 776]
